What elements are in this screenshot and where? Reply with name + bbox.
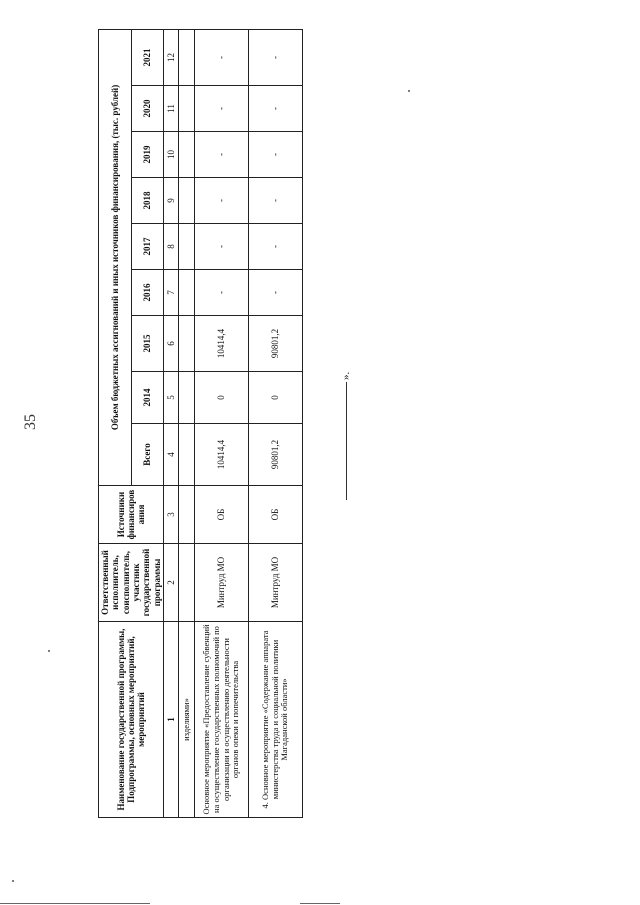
header-source: Источники финансиров ания — [99, 486, 164, 544]
row-source: ОБ — [249, 486, 303, 544]
row-value — [179, 270, 195, 316]
row-executor: Минтруд МО — [195, 544, 249, 622]
closing-mark — [340, 372, 352, 500]
row-value — [179, 29, 195, 85]
column-number: 5 — [164, 372, 179, 424]
header-funding-group: Объем бюджетных ассигнований и иных источников финансирования, (тыс. рублей) — [99, 29, 132, 485]
row-value: - — [249, 132, 303, 178]
row-name: изделиями» — [179, 622, 195, 818]
header-row-top — [99, 29, 132, 817]
row-value: 90801,2 — [249, 424, 303, 486]
column-number: 10 — [164, 132, 179, 178]
row-value: 10414,4 — [195, 424, 249, 486]
header-year: 2014 — [131, 372, 164, 424]
row-source — [179, 486, 195, 544]
row-value: - — [195, 270, 249, 316]
column-number: 8 — [164, 224, 179, 270]
row-value: 0 — [195, 372, 249, 424]
header-year: 2015 — [131, 316, 164, 372]
row-executor: Минтруд МО — [249, 544, 303, 622]
scan-speck — [48, 650, 50, 652]
scan-speck — [408, 90, 410, 92]
header-year: 2019 — [131, 132, 164, 178]
row-value: 90801,2 — [249, 316, 303, 372]
header-year: 2017 — [131, 224, 164, 270]
row-value: - — [195, 29, 249, 85]
row-value: 0 — [249, 372, 303, 424]
row-value — [179, 178, 195, 224]
column-number: 2 — [164, 544, 179, 622]
financing-table — [98, 29, 303, 818]
scan-edge-line — [0, 903, 150, 904]
row-executor — [179, 544, 195, 622]
column-number: 6 — [164, 316, 179, 372]
row-value: - — [195, 224, 249, 270]
row-value — [179, 132, 195, 178]
column-number: 3 — [164, 486, 179, 544]
row-value — [179, 316, 195, 372]
table-row — [249, 29, 303, 817]
closing-rule — [346, 382, 347, 500]
row-name: Основное мероприятие «Предоставление субвенций на осуществление государственных полномочий по организации и осуществлению деятельности органов опеки и попечительства — [195, 622, 249, 818]
scan-speck — [12, 880, 14, 882]
column-number: 9 — [164, 178, 179, 224]
row-value: - — [195, 132, 249, 178]
row-value — [179, 86, 195, 132]
column-number: 7 — [164, 270, 179, 316]
row-value: - — [195, 178, 249, 224]
row-source: ОБ — [195, 486, 249, 544]
row-value: - — [249, 86, 303, 132]
row-value: - — [249, 224, 303, 270]
table-row — [195, 29, 249, 817]
header-year: Всего — [131, 424, 164, 486]
row-value: - — [249, 178, 303, 224]
row-value: - — [249, 29, 303, 85]
row-value — [179, 424, 195, 486]
column-number: 4 — [164, 424, 179, 486]
row-value: 10414,4 — [195, 316, 249, 372]
row-value: - — [249, 270, 303, 316]
header-executor: Ответственный исполнитель, соисполнитель, участник государственной программы — [99, 544, 164, 622]
financing-table-container — [98, 30, 294, 818]
row-value — [179, 372, 195, 424]
closing-quote: ». — [340, 371, 352, 380]
row-name: 4. Основное мероприятие «Содержание аппарата министерства труда и социальной политики Магаданской области» — [249, 622, 303, 818]
scan-edge-line — [300, 903, 340, 904]
column-number: 12 — [164, 29, 179, 85]
header-year: 2021 — [131, 29, 164, 85]
header-year: 2018 — [131, 178, 164, 224]
column-number: 1 — [164, 622, 179, 818]
header-year: 2020 — [131, 86, 164, 132]
page-number: 35 — [22, 414, 39, 430]
column-number-row — [164, 29, 179, 817]
column-number: 11 — [164, 86, 179, 132]
table-row — [179, 29, 195, 817]
header-year: 2016 — [131, 270, 164, 316]
row-value: - — [195, 86, 249, 132]
header-name: Наименование государственной программы, Подпрограммы, основных мероприятий, мероприятий — [99, 622, 164, 818]
row-value — [179, 224, 195, 270]
